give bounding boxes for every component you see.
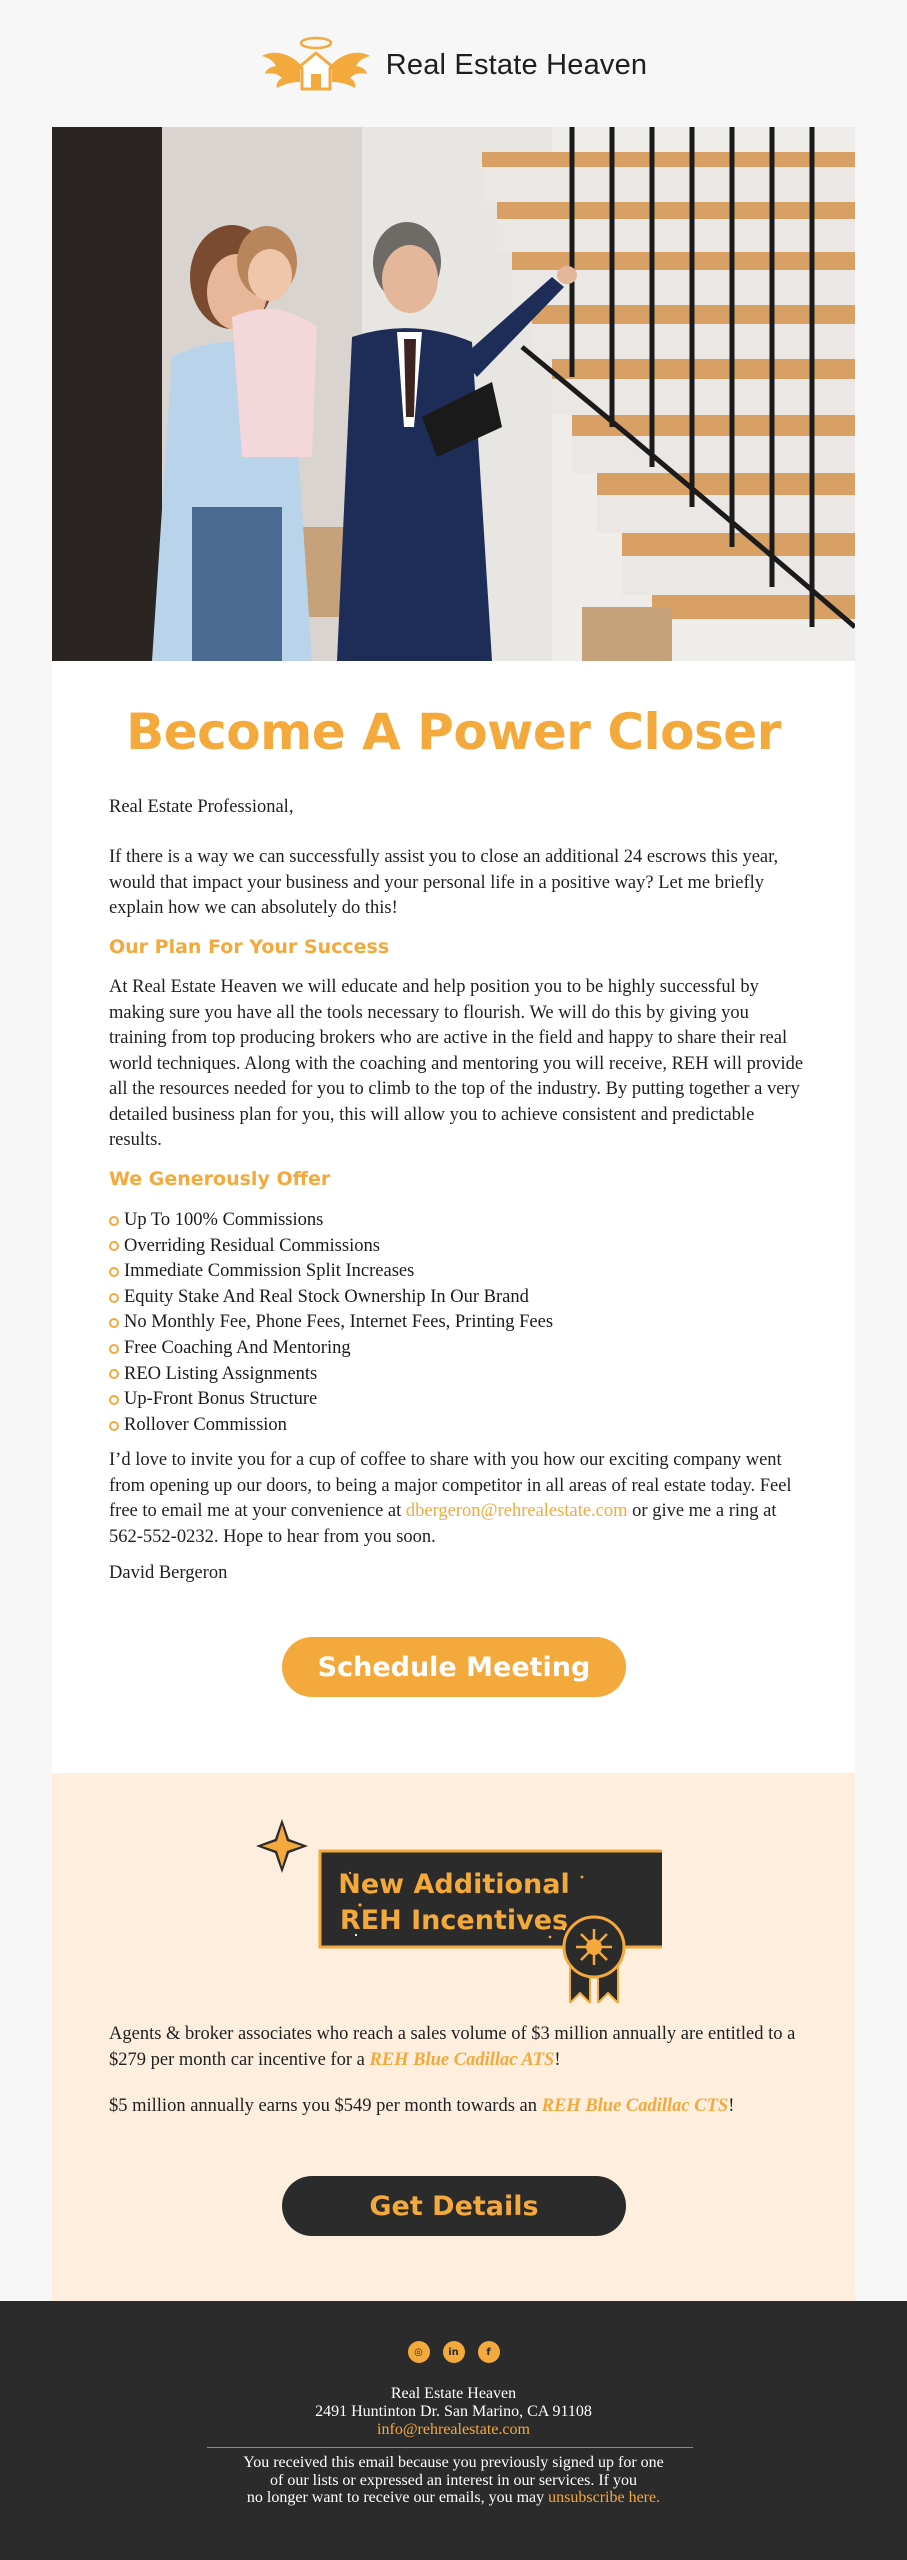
bullet-icon — [109, 1369, 119, 1379]
angel-house-logo-icon — [260, 34, 372, 96]
greeting: Real Estate Professional, — [109, 797, 294, 817]
footer-address: 2491 Huntinton Dr. San Marino, CA 91108 — [315, 2403, 592, 2420]
hero-photo — [52, 127, 855, 661]
linkedin-icon[interactable]: in — [443, 2341, 465, 2363]
list-item: Equity Stake And Real Stock Ownership In Our Brand — [109, 1285, 553, 1311]
cadillac-cts-highlight: REH Blue Cadillac CTS — [541, 2096, 729, 2116]
bullet-icon — [109, 1241, 119, 1251]
bullet-icon — [109, 1267, 119, 1277]
list-item: REO Listing Assignments — [109, 1362, 553, 1388]
footer — [0, 2301, 907, 2560]
instagram-icon[interactable]: ◎ — [408, 2341, 430, 2363]
get-details-button[interactable]: Get Details — [282, 2176, 626, 2236]
incentive-paragraph-2: $5 million annually earns you $549 per month towards an REH Blue Cadillac CTS! — [109, 2096, 735, 2116]
list-item: Immediate Commission Split Increases — [109, 1259, 553, 1285]
footer-email-link[interactable]: info@rehrealestate.com — [377, 2421, 530, 2438]
bullet-icon — [109, 1344, 119, 1354]
list-item: Rollover Commission — [109, 1413, 553, 1439]
bullet-icon — [109, 1293, 119, 1303]
incentives-badge-title: New Additional REH Incentives — [338, 1869, 570, 1936]
schedule-meeting-button[interactable]: Schedule Meeting — [282, 1637, 626, 1697]
incentives-section — [52, 1773, 855, 2301]
footer-company: Real Estate Heaven — [390, 2385, 517, 2402]
signature: David Bergeron — [109, 1563, 228, 1583]
facebook-icon[interactable]: f — [478, 2341, 500, 2363]
list-item: Overriding Residual Commissions — [109, 1234, 553, 1260]
incentive-paragraph-1: Agents & broker associates who reach a sales volume of $3 million annually are entitled to a $279 per month car incentive for a REH Blue Cadillac ATS! — [109, 2024, 796, 2070]
cadillac-ats-highlight: REH Blue Cadillac ATS — [369, 2049, 555, 2070]
plan-paragraph: At Real Estate Heaven we will educate and help position you to be highly successful by making sure you have all the tools necessary to flourish. We will do this by giving you training from top producing brokers who are active in the field and happy to share their real world techniques. Along with the coaching and mentoring you will receive, REH will provide all the resources needed for you to climb to the top of the industry. By putting together a very detailed business plan for you, this will allow you to achieve consistent and predictable results. — [109, 977, 804, 1150]
plan-heading: Our Plan For Your Success — [109, 936, 390, 958]
incentives-badge — [252, 1817, 662, 2003]
offer-list — [109, 1208, 553, 1438]
brand-name: Real Estate Heaven — [385, 48, 648, 81]
contact-email-link[interactable]: dbergeron@rehrealestate.com — [405, 1501, 628, 1521]
intro-paragraph: If there is a way we can successfully assist you to close an additional 24 escrows this year, would that impact your business and your personal life in a positive way? Let me briefly explain how we can absolutely do this! — [109, 847, 779, 918]
list-item: Free Coaching And Mentoring — [109, 1336, 553, 1362]
list-item: No Monthly Fee, Phone Fees, Internet Fees, Printing Fees — [109, 1310, 553, 1336]
footer-contact — [0, 2385, 907, 2439]
unsubscribe-link[interactable]: unsubscribe here. — [548, 2489, 661, 2506]
footer-notice: You received this email because you previously signed up for one of our lists or expressed an interest in our services. If you no longer want to receive our emails, you may unsubscribe here. — [243, 2454, 664, 2506]
invite-paragraph: I’d love to invite you for a cup of coffee to share with you how our exciting company went from opening up our doors, to being a major competitor in all areas of real estate today. Feel free to email me at your convenience at dbergeron@rehrealestate.com or give me a ring at 562-552-0232. Hope to hear from you soon. — [109, 1450, 792, 1547]
list-item: Up-Front Bonus Structure — [109, 1387, 553, 1413]
social-links — [0, 2341, 907, 2363]
footer-divider — [207, 2447, 693, 2448]
bullet-icon — [109, 1318, 119, 1328]
main-content-card — [52, 661, 855, 1773]
bullet-icon — [109, 1421, 119, 1431]
brand-header[interactable] — [0, 30, 907, 100]
list-item: Up To 100% Commissions — [109, 1208, 553, 1234]
bullet-icon — [109, 1216, 119, 1226]
page-title: Become A Power Closer — [126, 703, 781, 761]
bullet-icon — [109, 1395, 119, 1405]
offer-heading: We Generously Offer — [109, 1168, 331, 1190]
